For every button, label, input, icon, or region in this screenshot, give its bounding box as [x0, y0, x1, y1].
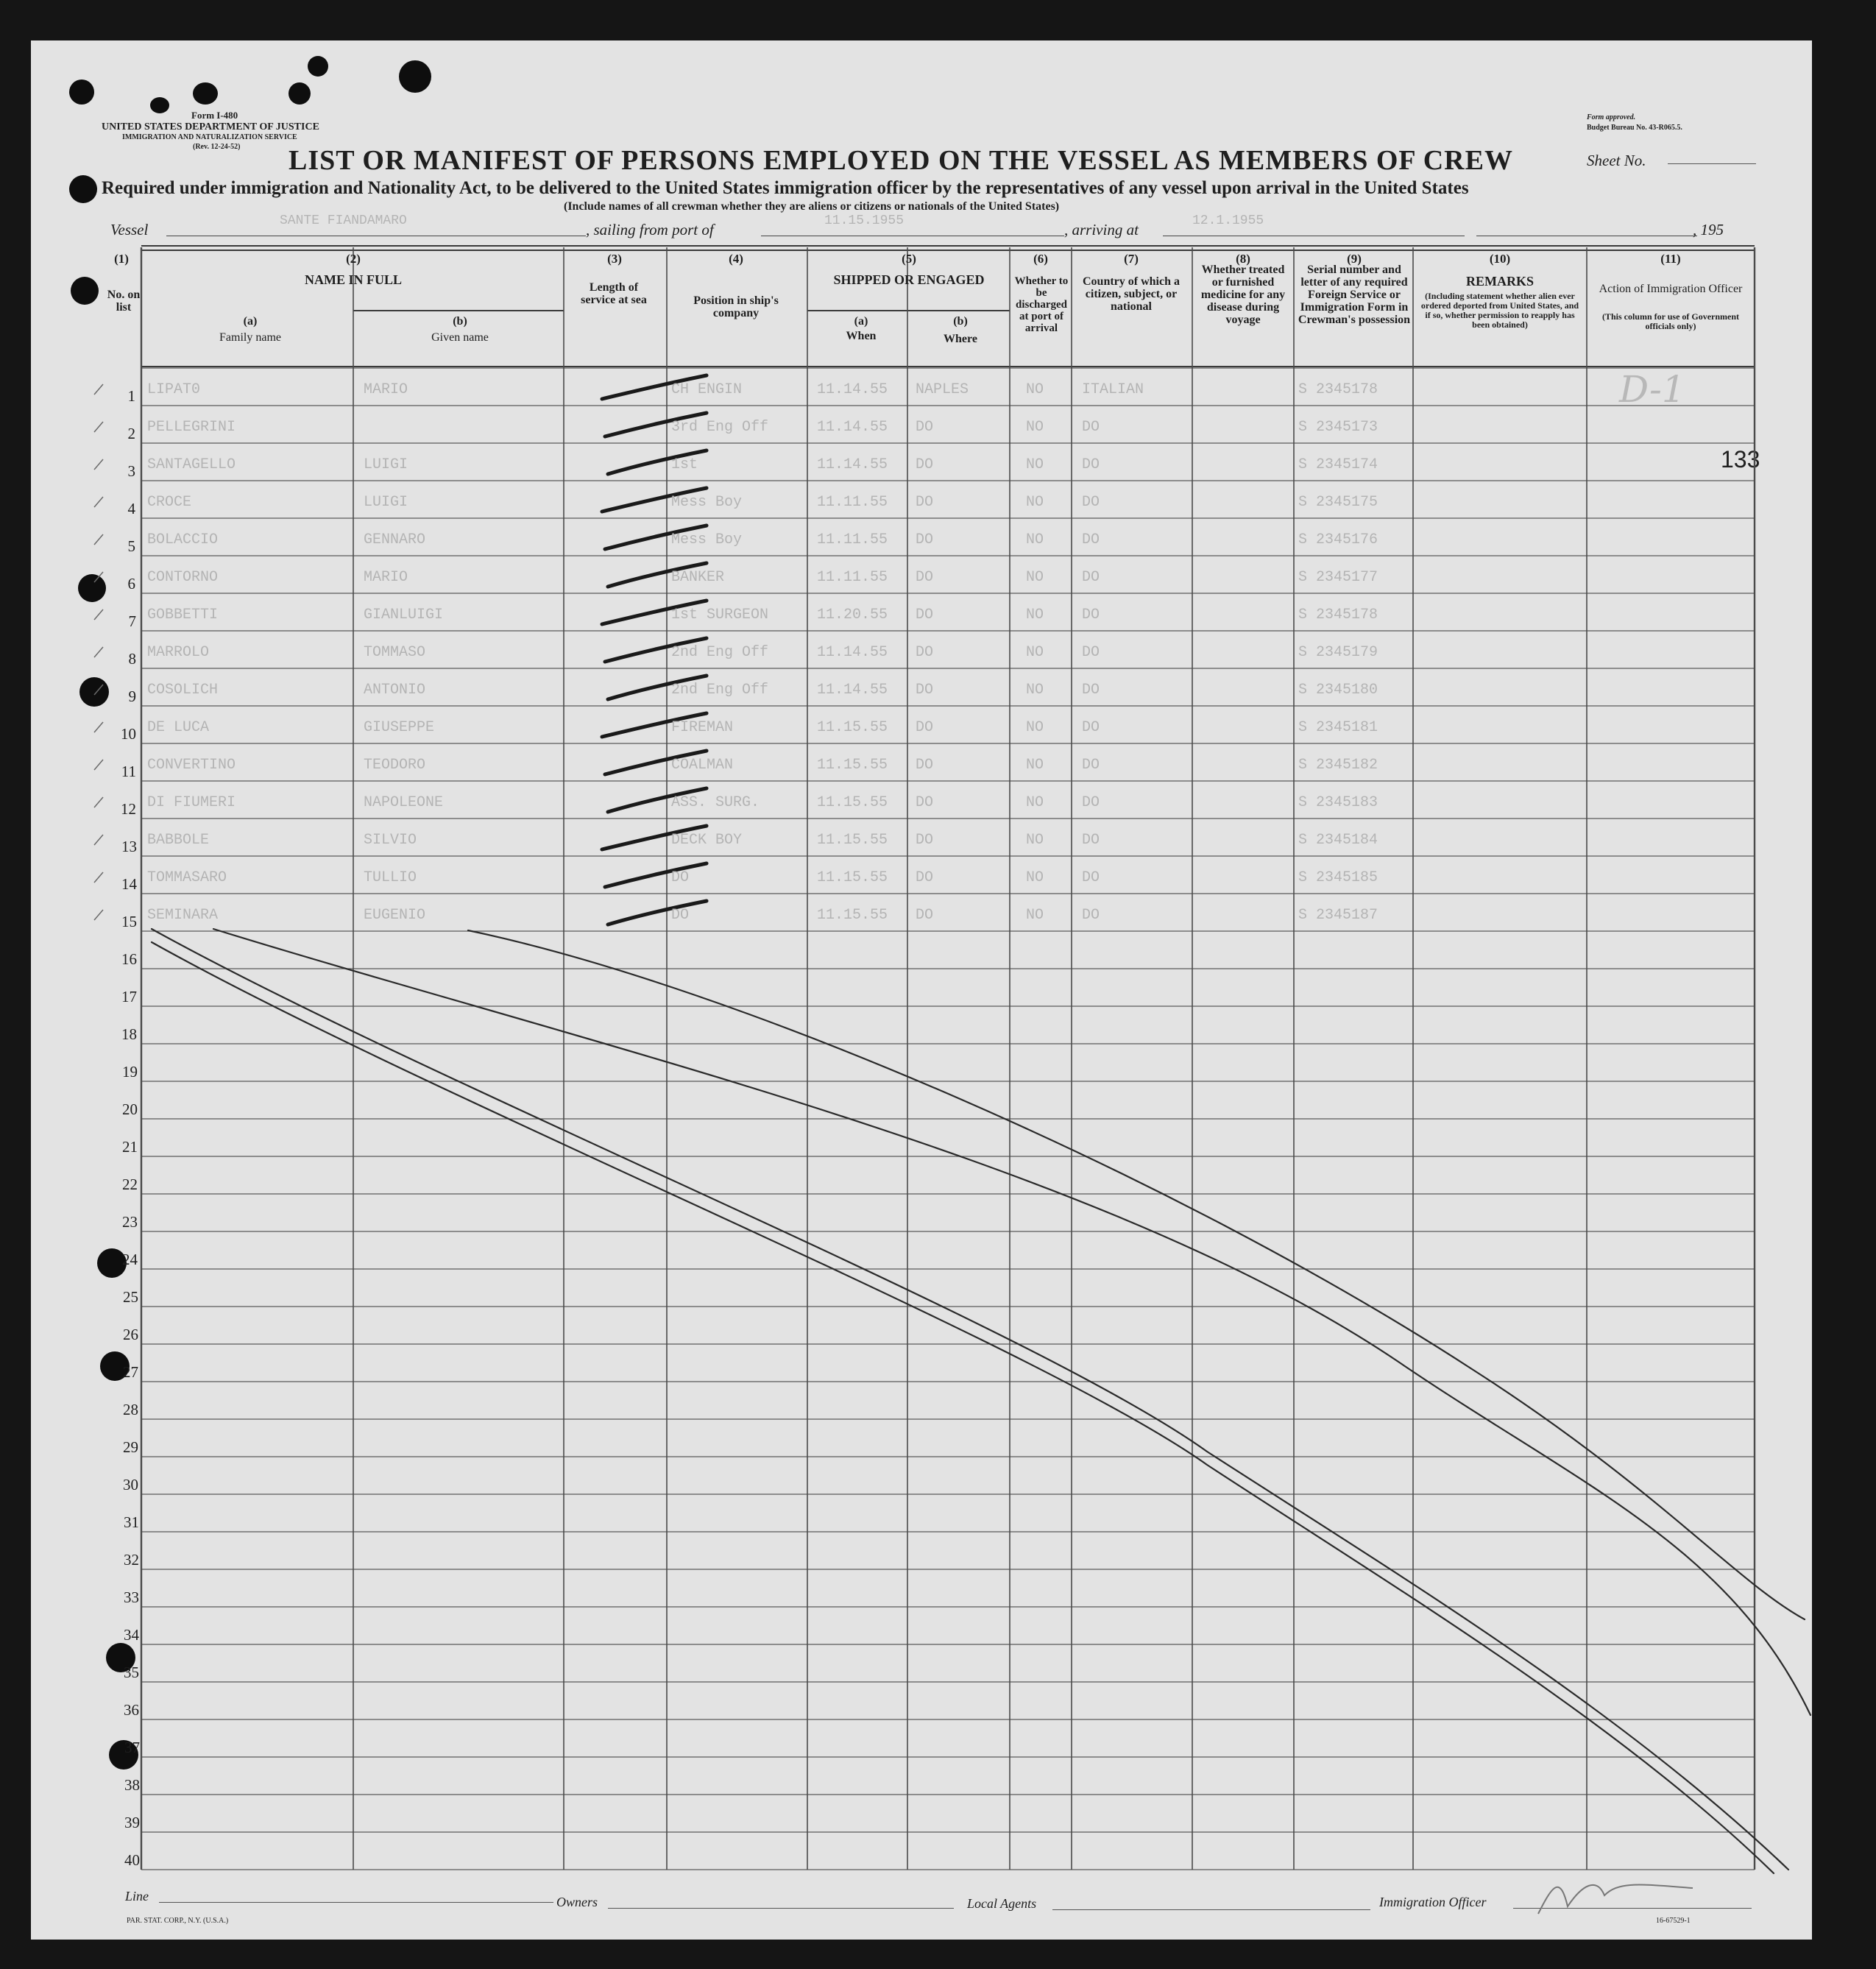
col4-number: (4) [729, 252, 743, 266]
footer-agents-label: Local Agents [967, 1896, 1037, 1911]
col2-number: (2) [346, 252, 361, 266]
row-position: 1st [671, 456, 698, 473]
col2a-sub: (a) [243, 315, 258, 328]
arriving-label: , arriving at [1064, 221, 1139, 238]
row-country: DO [1082, 719, 1100, 736]
row-number: 2 [127, 425, 135, 442]
row-serial: S 2345177 [1298, 569, 1378, 586]
row-where: DO [916, 569, 934, 586]
row-family: CONTORNO [147, 569, 219, 586]
col2a-label: Family name [219, 331, 281, 344]
row-country: DO [1082, 644, 1100, 661]
row-number: 21 [122, 1138, 138, 1156]
row-when: 11.15.55 [817, 794, 888, 811]
row-family: MARROLO [147, 644, 210, 661]
row-serial: S 2345178 [1298, 607, 1378, 623]
row-discharged: NO [1026, 419, 1044, 436]
row-number: 17 [121, 988, 137, 1005]
row-given: GENNARO [364, 531, 426, 548]
row-country: DO [1082, 907, 1100, 924]
row-number: 30 [123, 1476, 138, 1493]
footer-owners-label: Owners [556, 1895, 598, 1909]
row-number: 15 [121, 913, 137, 930]
row-number: 37 [124, 1739, 140, 1756]
row-country: DO [1082, 569, 1100, 586]
row-when: 11.11.55 [817, 531, 888, 548]
row-position: FIREMAN [671, 719, 734, 736]
col11-number: (11) [1660, 252, 1681, 266]
col1-number: (1) [114, 252, 129, 266]
row-where: DO [916, 456, 934, 473]
row-position: Mess Boy [671, 531, 743, 548]
row-family: LIPAT0 [147, 381, 201, 398]
row-number: 13 [121, 838, 137, 855]
row-number: 6 [127, 575, 135, 593]
col5-label: SHIPPED OR ENGAGED [833, 272, 985, 287]
row-country: DO [1082, 869, 1100, 886]
footer-officer-rule [1513, 1908, 1752, 1909]
row-position: 2nd Eng Off [671, 682, 769, 699]
row-where: DO [916, 794, 934, 811]
row-where: NAPLES [916, 381, 969, 398]
row-where: DO [916, 607, 934, 623]
row-position: DO [671, 907, 690, 924]
row-number: 9 [128, 687, 136, 705]
row-country: DO [1082, 607, 1100, 623]
row-number: 35 [124, 1664, 139, 1681]
page-number: 133 [1721, 446, 1760, 473]
footer-line-label: Line [125, 1889, 149, 1903]
row-given: LUIGI [364, 494, 408, 511]
row-discharged: NO [1026, 869, 1044, 886]
footer-officer-label: Immigration Officer [1379, 1895, 1487, 1909]
row-where: DO [916, 719, 934, 736]
sheet-no-label: Sheet No. [1587, 152, 1646, 169]
row-number: 27 [123, 1363, 138, 1381]
row-discharged: NO [1026, 907, 1044, 924]
row-when: 11.15.55 [817, 907, 888, 924]
row-country: DO [1082, 456, 1100, 473]
row-discharged: NO [1026, 456, 1044, 473]
row-serial: S 2345185 [1298, 869, 1378, 886]
row-family: CONVERTINO [147, 757, 236, 774]
row-family: BOLACCIO [147, 531, 219, 548]
row-given: EUGENIO [364, 907, 426, 924]
row-when: 11.15.55 [817, 719, 888, 736]
row-when: 11.14.55 [817, 456, 888, 473]
row-where: DO [916, 832, 934, 849]
row-number: 1 [127, 387, 135, 405]
row-number: 28 [123, 1401, 138, 1418]
col5a-sub: (a) [854, 315, 868, 328]
row-when: 11.15.55 [817, 869, 888, 886]
row-where: DO [916, 869, 934, 886]
row-serial: S 2345174 [1298, 456, 1378, 473]
row-country: ITALIAN [1082, 381, 1144, 398]
row-position: BANKER [671, 569, 725, 586]
row-when: 11.15.55 [817, 832, 888, 849]
row-number: 29 [123, 1438, 138, 1456]
row-serial: S 2345183 [1298, 794, 1378, 811]
cross-out-line [152, 929, 1788, 1870]
vessel-value: SANTE FIANDAMARO [280, 213, 407, 228]
col3-label: Length of service at sea [581, 281, 647, 306]
row-when: 11.20.55 [817, 607, 888, 623]
sailing-value: 11.15.1955 [824, 213, 905, 228]
row-where: DO [916, 644, 934, 661]
row-serial: S 2345178 [1298, 381, 1378, 398]
row-where: DO [916, 757, 934, 774]
row-position: COALMAN [671, 757, 734, 774]
row-number: 23 [122, 1213, 138, 1231]
row-when: 11.11.55 [817, 569, 888, 586]
budget-bureau: Budget Bureau No. 43-R065.5. [1587, 124, 1682, 132]
row-number: 16 [121, 950, 137, 968]
row-family: TOMMASARO [147, 869, 227, 886]
row-discharged: NO [1026, 682, 1044, 699]
vessel-label: Vessel [110, 221, 149, 238]
col9-number: (9) [1347, 252, 1362, 266]
col5b-sub: (b) [953, 315, 968, 328]
row-country: DO [1082, 419, 1100, 436]
row-when: 11.11.55 [817, 494, 888, 511]
row-when: 11.14.55 [817, 682, 888, 699]
row-number: 25 [123, 1288, 138, 1306]
row-number: 8 [128, 650, 136, 668]
row-number: 39 [124, 1814, 140, 1831]
row-given: GIUSEPPE [364, 719, 435, 736]
row-number: 26 [123, 1326, 138, 1343]
row-number: 34 [124, 1626, 139, 1644]
row-family: DI FIUMERI [147, 794, 236, 811]
col1-label: No. on list [107, 289, 141, 314]
col9-label: Serial number and letter of any required Foreign Service or Immigration Form in Crewman's possession [1298, 264, 1411, 326]
row-family: CROCE [147, 494, 192, 511]
col2-label: NAME IN FULL [304, 272, 402, 287]
form-approved: Form approved. [1587, 113, 1636, 121]
col8-label: Whether treated or furnished medicine for any disease during voyage [1200, 264, 1286, 326]
row-number: 22 [122, 1176, 138, 1193]
row-number: 32 [124, 1551, 139, 1569]
row-country: DO [1082, 494, 1100, 511]
col7-label: Country of which a citizen, subject, or national [1082, 275, 1180, 313]
row-country: DO [1082, 794, 1100, 811]
row-discharged: NO [1026, 569, 1044, 586]
footer-owners-rule [608, 1908, 954, 1909]
row-number: 24 [122, 1251, 138, 1268]
year-label: , 195 [1693, 221, 1724, 238]
col4-label: Position in ship's company [693, 294, 779, 319]
row-number: 33 [124, 1588, 139, 1606]
col11-label: Action of Immigration Officer [1599, 283, 1743, 295]
row-number: 19 [122, 1063, 138, 1081]
row-country: DO [1082, 832, 1100, 849]
row-position: 2nd Eng Off [671, 644, 769, 661]
col2b-sub: (b) [453, 315, 467, 328]
row-country: DO [1082, 531, 1100, 548]
row-given: MARIO [364, 569, 408, 586]
requirement-text: Required under immigration and Nationality Act, to be delivered to the United States immigration officer by the representatives of any vessel upon arrival in the United States [102, 178, 1469, 198]
row-given: SILVIO [364, 832, 417, 849]
row-serial: S 2345180 [1298, 682, 1378, 699]
col6-number: (6) [1033, 252, 1048, 266]
row-number: 36 [124, 1701, 139, 1719]
row-given: TULLIO [364, 869, 417, 886]
row-given: TEODORO [364, 757, 426, 774]
row-number: 10 [121, 725, 136, 743]
action-note: D-1 [1619, 368, 1685, 411]
row-given: GIANLUIGI [364, 607, 444, 623]
footer-agents-rule [1052, 1909, 1370, 1910]
form-number: Form I-480 [191, 110, 238, 121]
row-given: LUIGI [364, 456, 408, 473]
cross-out-line [468, 930, 1805, 1619]
row-where: DO [916, 494, 934, 511]
row-number: 38 [124, 1776, 140, 1794]
row-where: DO [916, 682, 934, 699]
row-position: CH ENGIN [671, 381, 743, 398]
revision: (Rev. 12-24-52) [193, 143, 241, 151]
row-when: 11.14.55 [817, 644, 888, 661]
row-family: DE LUCA [147, 719, 210, 736]
row-number: 5 [127, 537, 135, 555]
row-position: DECK BOY [671, 832, 743, 849]
row-when: 11.14.55 [817, 419, 888, 436]
row-serial: S 2345184 [1298, 832, 1378, 849]
row-given: NAPOLEONE [364, 794, 444, 811]
row-position: Mess Boy [671, 494, 743, 511]
col8-number: (8) [1236, 252, 1250, 266]
row-serial: S 2345176 [1298, 531, 1378, 548]
row-number: 40 [124, 1851, 140, 1869]
col5-number: (5) [902, 252, 916, 266]
row-discharged: NO [1026, 531, 1044, 548]
row-serial: S 2345173 [1298, 419, 1378, 436]
row-family: BABBOLE [147, 832, 210, 849]
include-note: (Include names of all crewman whether they are aliens or citizens or nationals of the United States) [564, 200, 1060, 213]
col6-label: Whether to be discharged at port of arrival [1014, 275, 1069, 334]
col10-label: REMARKS [1465, 274, 1534, 289]
row-discharged: NO [1026, 757, 1044, 774]
row-number: 31 [124, 1513, 139, 1531]
row-discharged: NO [1026, 644, 1044, 661]
row-given: TOMMASO [364, 644, 426, 661]
row-serial: S 2345187 [1298, 907, 1378, 924]
row-serial: S 2345175 [1298, 494, 1378, 511]
row-discharged: NO [1026, 794, 1044, 811]
row-number: 4 [127, 500, 135, 517]
row-number: 3 [127, 462, 135, 480]
row-family: SANTAGELLO [147, 456, 236, 473]
row-where: DO [916, 531, 934, 548]
col2b-label: Given name [431, 331, 489, 344]
row-serial: S 2345181 [1298, 719, 1378, 736]
row-position: 3rd Eng Off [671, 419, 769, 436]
col7-number: (7) [1124, 252, 1139, 266]
col11-note: (This column for use of Government officials only) [1601, 311, 1740, 331]
row-number: 11 [121, 763, 136, 780]
col3-number: (3) [607, 252, 622, 266]
row-discharged: NO [1026, 381, 1044, 398]
row-given: ANTONIO [364, 682, 426, 699]
service: IMMIGRATION AND NATURALIZATION SERVICE [122, 133, 297, 141]
row-country: DO [1082, 682, 1100, 699]
col5b-label: Where [944, 333, 977, 345]
footer-line-rule [159, 1902, 553, 1903]
col5a-label: When [846, 330, 877, 342]
row-discharged: NO [1026, 494, 1044, 511]
cross-out-line [213, 929, 1810, 1715]
col10-note: (Including statement whether alien ever ordered deported from United States, and if so, whether permission to reapply has been obtained) [1420, 291, 1579, 330]
row-discharged: NO [1026, 607, 1044, 623]
service-hatch [608, 901, 707, 925]
row-position: 1st SURGEON [671, 607, 769, 623]
row-number: 20 [122, 1100, 138, 1118]
row-position: DO [671, 869, 690, 886]
row-when: 11.15.55 [817, 757, 888, 774]
row-family: SEMINARA [147, 907, 219, 924]
row-family: PELLEGRINI [147, 419, 236, 436]
row-number: 14 [121, 875, 137, 893]
row-number: 18 [121, 1025, 137, 1043]
row-number: 12 [121, 800, 136, 818]
row-serial: S 2345182 [1298, 757, 1378, 774]
row-discharged: NO [1026, 832, 1044, 849]
row-number: 7 [128, 612, 136, 630]
row-given: MARIO [364, 381, 408, 398]
row-position: ASS. SURG. [671, 794, 760, 811]
row-family: GOBBETTI [147, 607, 219, 623]
row-discharged: NO [1026, 719, 1044, 736]
row-when: 11.14.55 [817, 381, 888, 398]
printer: PAR. STAT. CORP., N.Y. (U.S.A.) [127, 1917, 229, 1925]
row-where: DO [916, 419, 934, 436]
row-family: COSOLICH [147, 682, 219, 699]
row-country: DO [1082, 757, 1100, 774]
col10-number: (10) [1489, 252, 1511, 266]
row-where: DO [916, 907, 934, 924]
service-hatch [605, 863, 707, 887]
page-title: LIST OR MANIFEST OF PERSONS EMPLOYED ON THE VESSEL AS MEMBERS OF CREW [289, 145, 1513, 176]
arriving-value: 12.1.1955 [1192, 213, 1264, 228]
sailing-label: , sailing from port of [586, 221, 714, 238]
department: UNITED STATES DEPARTMENT OF JUSTICE [102, 121, 319, 132]
form-code: 16-67529-1 [1656, 1917, 1691, 1925]
row-serial: S 2345179 [1298, 644, 1378, 661]
